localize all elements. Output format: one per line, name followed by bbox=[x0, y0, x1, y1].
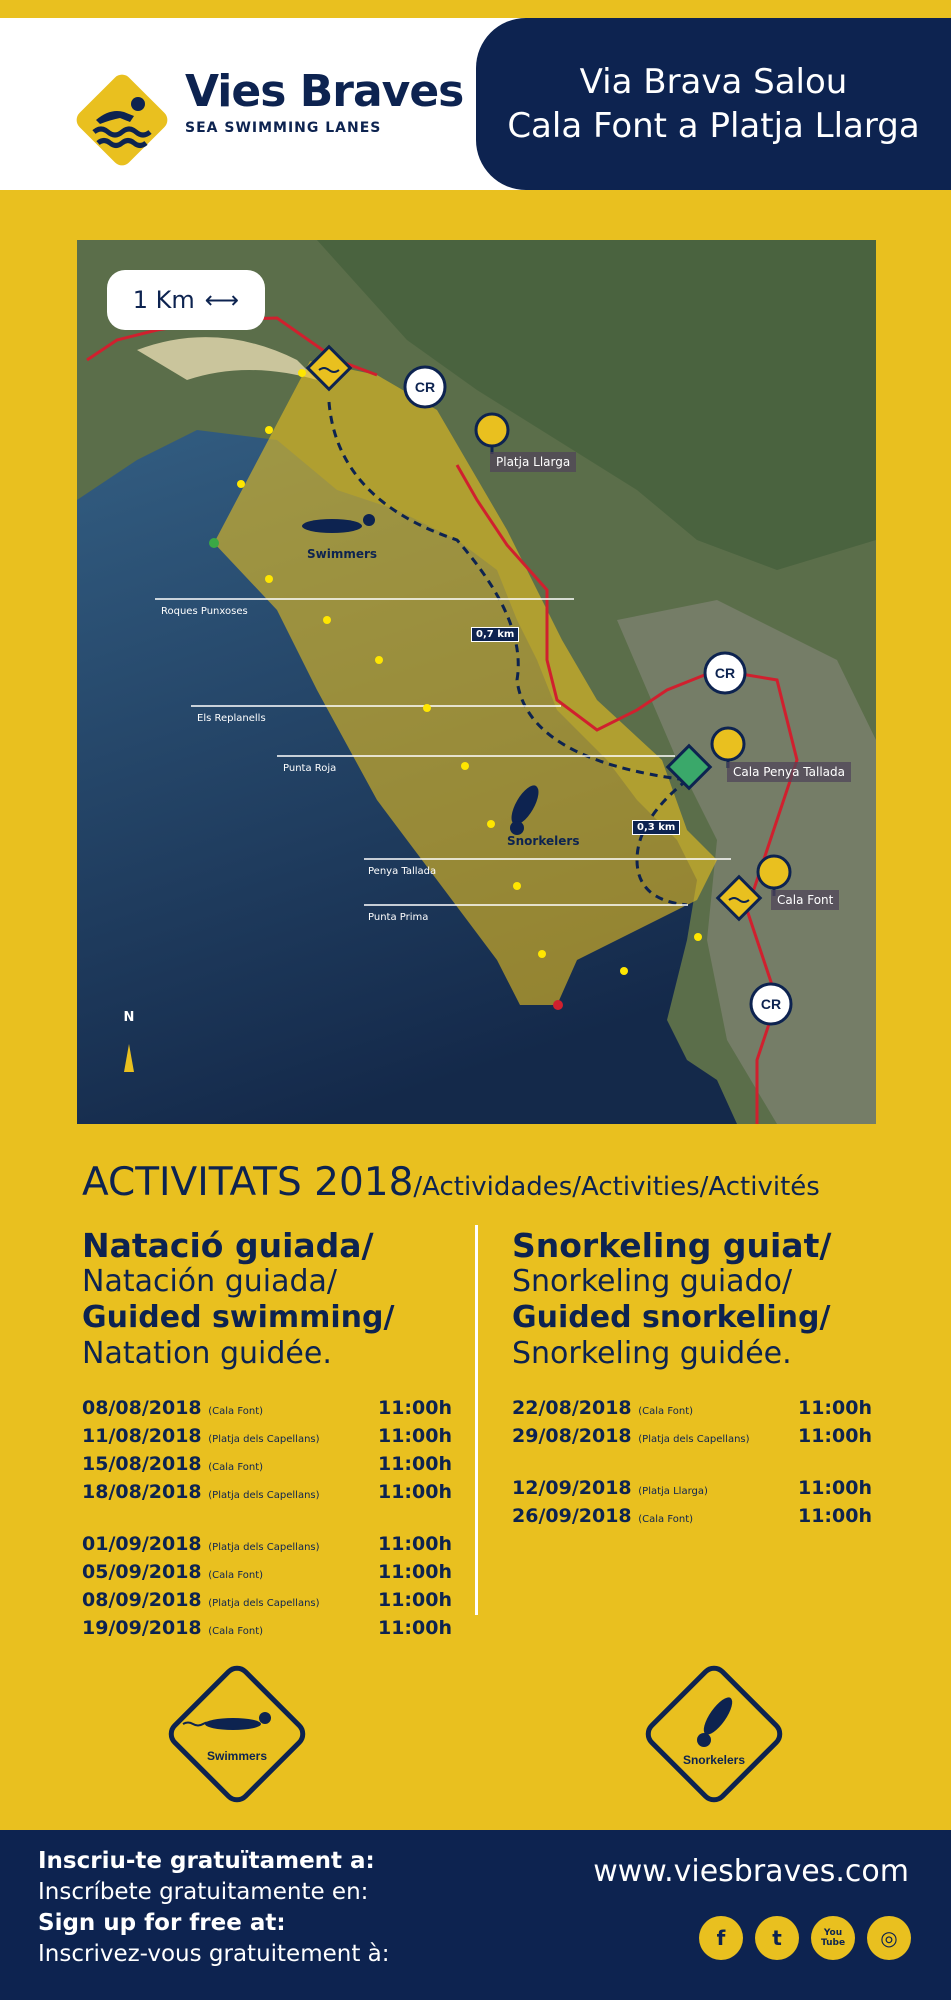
activities-title bbox=[82, 1160, 820, 1205]
twitter-icon[interactable]: t bbox=[755, 1916, 799, 1960]
cr-badge-icon bbox=[702, 650, 748, 696]
brand-subtitle: SEA SWIMMING LANES bbox=[185, 120, 382, 136]
brand bbox=[185, 66, 464, 136]
route-title-box bbox=[476, 18, 951, 190]
facebook-icon[interactable]: f bbox=[699, 1916, 743, 1960]
signup-es: Inscríbete gratuitamente en: bbox=[38, 1879, 369, 1905]
snorkeling-column bbox=[512, 1228, 872, 1532]
point-label: Punta Prima bbox=[368, 912, 429, 923]
zone-label: Snorkelers bbox=[507, 834, 580, 848]
svg-text:Swimmers: Swimmers bbox=[206, 1749, 268, 1763]
social-links bbox=[699, 1916, 911, 1960]
date-row: 22/08/2018 (Cala Font) 11:00h bbox=[512, 1397, 872, 1419]
instagram-icon[interactable]: ◎ bbox=[867, 1916, 911, 1960]
heading-ca: Snorkeling guiat/ bbox=[512, 1226, 832, 1265]
point-label: Els Replanells bbox=[197, 713, 266, 724]
date-row: 26/09/2018 (Cala Font) 11:00h bbox=[512, 1505, 872, 1527]
zone-label: Swimmers bbox=[307, 547, 378, 561]
date-list bbox=[512, 1396, 872, 1532]
website-link[interactable]: www.viesbraves.com bbox=[593, 1854, 909, 1889]
date-row: 11/08/2018 (Platja dels Capellans) 11:00h bbox=[82, 1425, 452, 1447]
heading-fr: Snorkeling guidée. bbox=[512, 1336, 792, 1371]
svg-text:CR: CR bbox=[760, 996, 782, 1012]
cr-badge-icon bbox=[748, 981, 794, 1027]
point-label: Punta Roja bbox=[283, 763, 337, 774]
date-row: 08/09/2018 (Platja dels Capellans) 11:00h bbox=[82, 1589, 452, 1611]
heading-ca: Natació guiada/ bbox=[82, 1226, 374, 1265]
date-row: 18/08/2018 (Platja dels Capellans) 11:00h bbox=[82, 1481, 452, 1503]
column-divider bbox=[475, 1225, 478, 1615]
activities-title-main: ACTIVITATS 2018 bbox=[82, 1160, 414, 1205]
vies-braves-logo-icon bbox=[70, 68, 174, 172]
heading-en: Guided swimming/ bbox=[82, 1300, 395, 1335]
place-label: Platja Llarga bbox=[490, 452, 576, 472]
cr-badge-icon bbox=[402, 364, 448, 410]
route-title-line2: Cala Font a Platja Llarga bbox=[507, 106, 920, 146]
double-arrow-icon: ⟷ bbox=[204, 286, 240, 314]
north-label: N bbox=[123, 1010, 135, 1025]
date-list bbox=[82, 1396, 452, 1644]
point-label: Penya Tallada bbox=[368, 866, 437, 877]
date-row: 15/08/2018 (Cala Font) 11:00h bbox=[82, 1453, 452, 1475]
youtube-icon[interactable]: You Tube bbox=[811, 1916, 855, 1960]
distance-label: 0,7 km bbox=[471, 627, 519, 642]
swimmers-sign-icon bbox=[163, 1660, 311, 1808]
swimming-column bbox=[82, 1228, 452, 1644]
scale-indicator bbox=[107, 270, 265, 330]
svg-text:CR: CR bbox=[714, 665, 736, 681]
heading-fr: Natation guidée. bbox=[82, 1336, 332, 1371]
place-label: Cala Font bbox=[771, 890, 839, 910]
date-row: 12/09/2018 (Platja Llarga) 11:00h bbox=[512, 1477, 872, 1499]
footer bbox=[0, 1830, 951, 2000]
place-label: Cala Penya Tallada bbox=[727, 762, 851, 782]
snorkelers-sign-icon bbox=[640, 1660, 788, 1808]
date-row: 29/08/2018 (Platja dels Capellans) 11:00h bbox=[512, 1425, 872, 1447]
svg-text:CR: CR bbox=[414, 379, 436, 395]
date-row: 05/09/2018 (Cala Font) 11:00h bbox=[82, 1561, 452, 1583]
heading-es: Natación guiada/ bbox=[82, 1264, 338, 1299]
heading-es: Snorkeling guiado/ bbox=[512, 1264, 793, 1299]
scale-label: 1 Km bbox=[132, 286, 195, 314]
heading-en: Guided snorkeling/ bbox=[512, 1300, 831, 1335]
signup-en: Sign up for free at: bbox=[38, 1910, 286, 1936]
date-row: 01/09/2018 (Platja dels Capellans) 11:00h bbox=[82, 1533, 452, 1555]
signup-text bbox=[38, 1846, 390, 1970]
signup-ca: Inscriu-te gratuïtament a: bbox=[38, 1848, 375, 1874]
brand-name: Vies Braves bbox=[185, 66, 464, 117]
date-row: 08/08/2018 (Cala Font) 11:00h bbox=[82, 1397, 452, 1419]
activities-title-translations: /Actividades/Activities/Activités bbox=[413, 1172, 820, 1202]
route-title-line1: Via Brava Salou bbox=[579, 62, 848, 102]
signup-fr: Inscrivez-vous gratuitement à: bbox=[38, 1941, 390, 1967]
date-row: 19/09/2018 (Cala Font) 11:00h bbox=[82, 1617, 452, 1639]
point-label: Roques Punxoses bbox=[161, 606, 248, 617]
distance-label: 0,3 km bbox=[632, 820, 680, 835]
svg-text:Snorkelers: Snorkelers bbox=[682, 1753, 746, 1767]
